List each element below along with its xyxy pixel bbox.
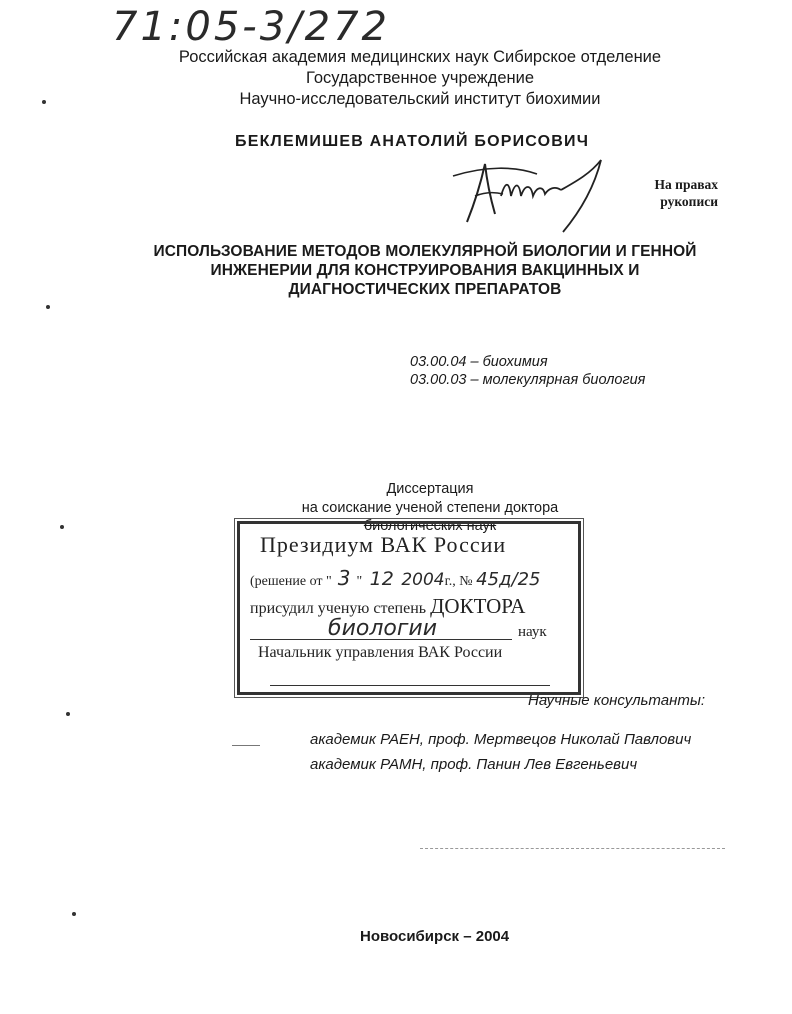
decision-year: 2004 [401, 570, 445, 590]
organization-line-3: Научно-исследовательский институт биохимии [239, 90, 601, 108]
decision-year-suffix: г., № [444, 574, 473, 589]
rights-line-2: рукописи [660, 194, 718, 209]
organization-header [120, 47, 720, 110]
archive-number: 71:05-3/272 [112, 4, 390, 50]
scan-dash-line [420, 848, 725, 849]
scan-mark [60, 525, 64, 529]
title-line-2: ИНЖЕНЕРИИ ДЛЯ КОНСТРУИРОВАНИЯ ВАКЦИННЫХ И [210, 262, 640, 279]
awarded-prefix: присудил ученую степень [250, 600, 427, 617]
manuscript-rights-note [628, 176, 718, 210]
stamp-head-line: Начальник управления ВАК России [258, 644, 503, 661]
consultants-heading: Научные консультанты: [528, 692, 706, 709]
consultant-1: академик РАЕН, проф. Мертвецов Николай Павлович [310, 731, 692, 748]
scan-mark [72, 912, 76, 916]
decision-number: 45д/25 [476, 569, 541, 590]
consultant-2: академик РАМН, проф. Панин Лев Евгеньевич [310, 756, 638, 773]
vak-stamp [237, 521, 581, 695]
decision-month: 12 [369, 568, 394, 590]
decision-prefix: (решение от " [250, 574, 332, 589]
scan-mark [46, 305, 50, 309]
specialty-code-2: 03.00.03 – молекулярная биология [410, 372, 646, 388]
city-year: Новосибирск – 2004 [360, 928, 510, 945]
science-suffix: наук [518, 624, 547, 640]
stamp-signature-line [270, 684, 550, 686]
dissertation-line-1: Диссертация [386, 481, 474, 497]
specialty-code-1: 03.00.04 – биохимия [410, 354, 548, 370]
stamp-decision-line [250, 566, 540, 590]
scan-mark [66, 712, 70, 716]
stamp-heading: Президиум ВАК России [260, 532, 507, 557]
decision-day: 3 [337, 566, 351, 590]
author-name: БЕКЛЕМИШЕВ АНАТОЛИЙ БОРИСОВИЧ [235, 133, 590, 150]
decision-quote: " [356, 574, 363, 589]
title-line-3: ДИАГНОСТИЧЕСКИХ ПРЕПАРАТОВ [288, 281, 562, 298]
organization-line-1: Российская академия медицинских наук Сибирское отделение [178, 48, 662, 66]
title-line-1: ИСПОЛЬЗОВАНИЕ МЕТОДОВ МОЛЕКУЛЯРНОЙ БИОЛОГИИ И ГЕННОЙ [153, 243, 697, 260]
scan-dash-mark [232, 745, 260, 746]
thesis-title [120, 242, 730, 299]
author-signature [445, 152, 610, 237]
science-field: биологии [328, 616, 438, 641]
awarded-degree: ДОКТОРА [430, 594, 526, 618]
dissertation-line-3: биологических наук [363, 518, 497, 534]
organization-line-2: Государственное учреждение [305, 69, 535, 87]
rights-line-1: На правах [654, 177, 718, 192]
scan-mark [42, 100, 46, 104]
dissertation-line-2: на соискание ученой степени доктора [301, 499, 559, 516]
